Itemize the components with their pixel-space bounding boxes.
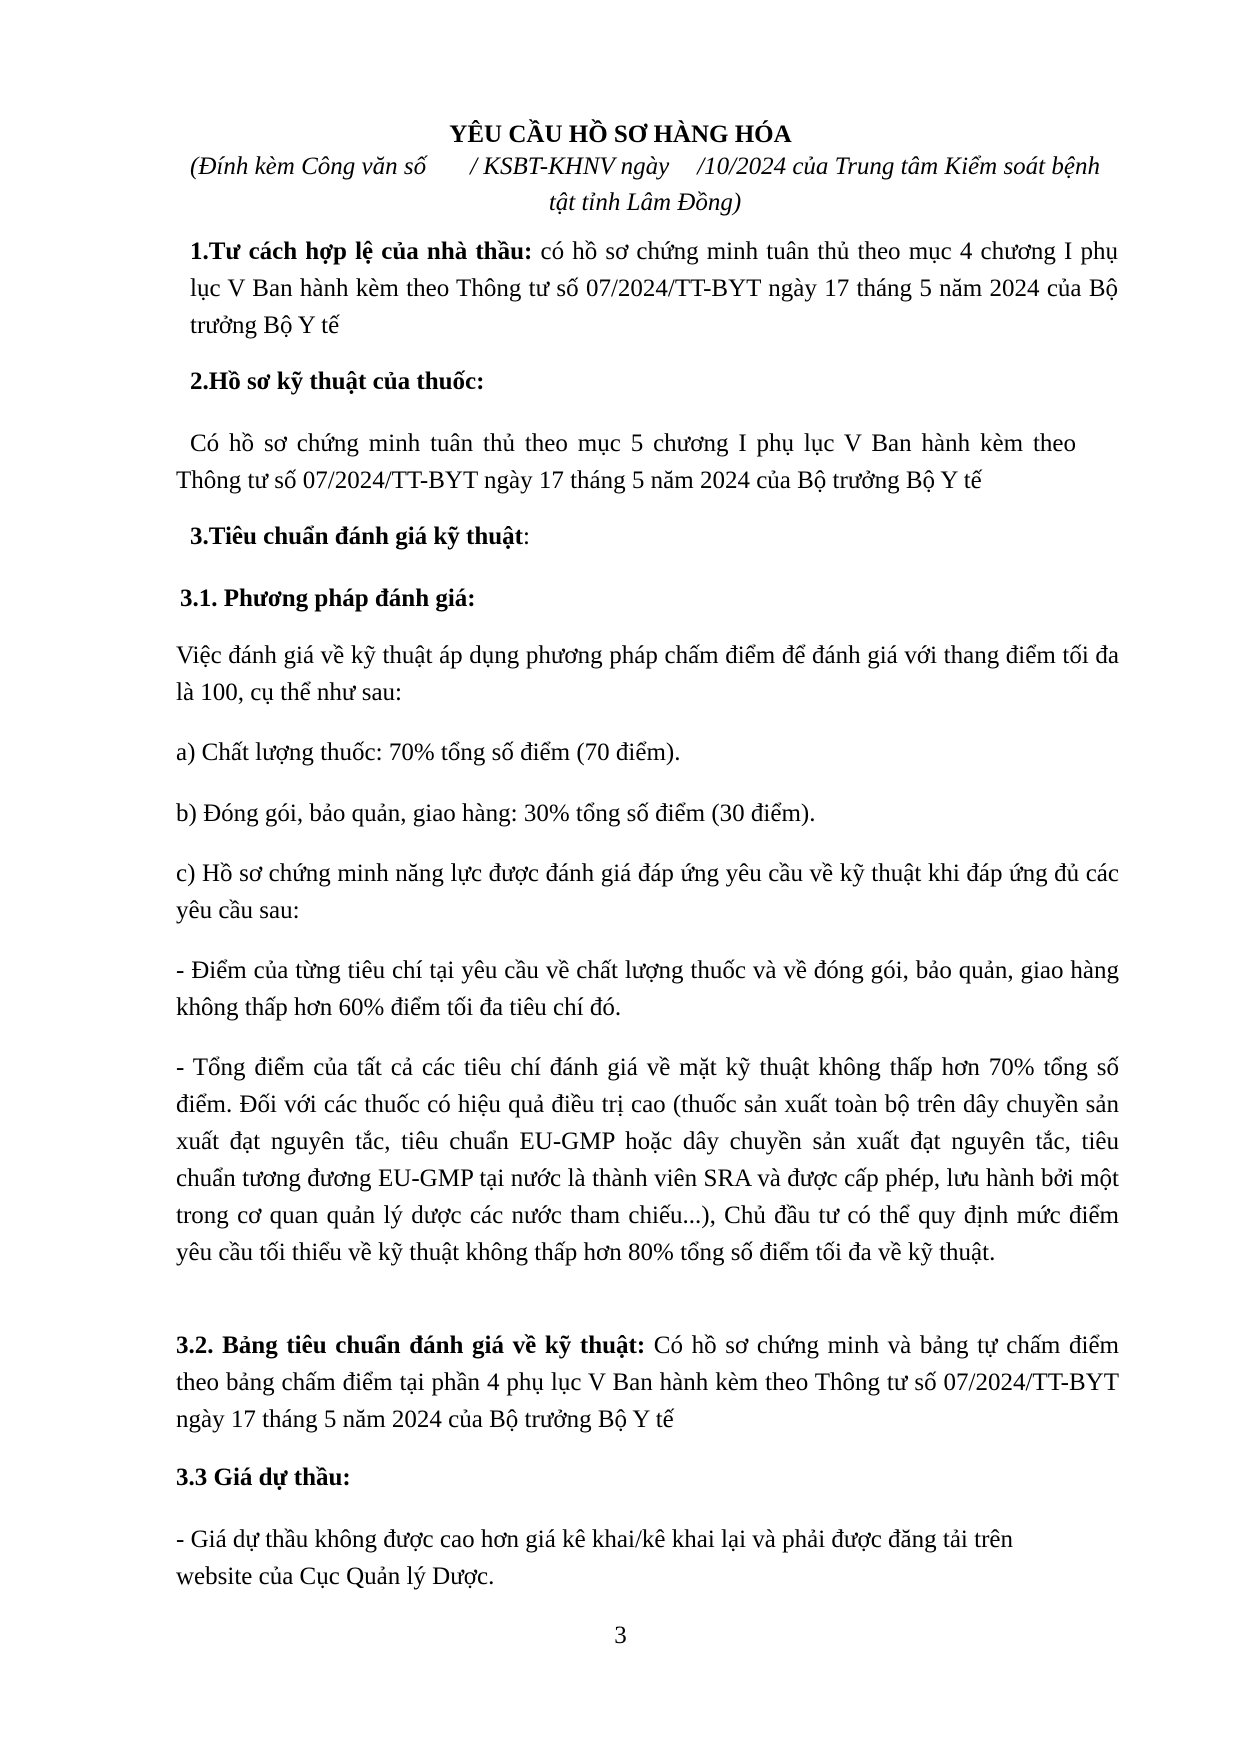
section-3-2-paragraph xyxy=(176,1327,1119,1438)
document-title: YÊU CẦU HỒ SƠ HÀNG HÓA xyxy=(449,121,792,148)
subtitle-part-1: (Đính kèm Công văn số xyxy=(190,153,427,180)
criterion-b: b) Đóng gói, bảo quản, giao hàng: 30% tổng số điểm (30 điểm). xyxy=(176,800,816,827)
section-3-3-text: - Giá dự thầu không được cao hơn giá kê khai/kê khai lại và phải được đăng tải trên website của Cục Quản lý Dược. xyxy=(176,1526,1013,1590)
section-2-heading: 2.Hồ sơ kỹ thuật của thuốc: xyxy=(190,368,485,395)
section-2-text: Có hồ sơ chứng minh tuân thủ theo mục 5 chương I phụ lục V Ban hành kèm theo Thông tư số 07/2024/TT-BYT ngày 17 tháng 5 năm 2024 của Bộ trưởng Bộ Y tế xyxy=(176,430,1076,494)
section-1-heading: 1.Tư cách hợp lệ của nhà thầu: xyxy=(190,238,533,265)
section-3-heading: 3.Tiêu chuẩn đánh giá kỹ thuật: xyxy=(190,523,530,550)
section-3-2-heading: 3.2. Bảng tiêu chuẩn đánh giá về kỹ thuật: xyxy=(176,1332,646,1359)
section-3-2-text: Có hồ sơ chứng minh và bảng tự chấm điểm theo bảng chấm điểm tại phần 4 phụ lục V Ban hành kèm theo Thông tư số 07/2024/TT-BYT ngày 17 tháng 5 năm 2024 của Bộ trưởng Bộ Y tế xyxy=(176,1332,1119,1433)
page-number: 3 xyxy=(614,1622,627,1649)
section-3-1-intro: Việc đánh giá về kỹ thuật áp dụng phương pháp chấm điểm để đánh giá với thang điểm tối đa là 100, cụ thể như sau: xyxy=(176,642,1119,706)
section-1-text: có hồ sơ chứng minh tuân thủ theo mục 4 chương I phụ lục V Ban hành kèm theo Thông tư số 07/2024/TT-BYT ngày 17 tháng 5 năm 2024 của Bộ trưởng Bộ Y tế xyxy=(190,238,1118,339)
document-subtitle xyxy=(180,149,1110,221)
requirement-2: - Tổng điểm của tất cả các tiêu chí đánh giá về mặt kỹ thuật không thấp hơn 70% tổng số điểm. Đối với các thuốc có hiệu quả điều trị cao (thuốc sản xuất toàn bộ trên dây chuyền sản xuất đạt nguyên tắc, tiêu chuẩn EU-GMP hoặc dây chuyền sản xuất đạt nguyên tắc, tiêu chuẩn tương đương EU-GMP tại nước là thành viên SRA và được cấp phép, lưu hành bởi một trong cơ quan quản lý dược các nước tham chiếu...), Chủ đầu tư có thể quy định mức điểm yêu cầu tối thiểu về kỹ thuật không thấp hơn 80% tổng số điểm tối đa về kỹ thuật. xyxy=(176,1054,1119,1266)
criterion-c: c) Hồ sơ chứng minh năng lực được đánh giá đáp ứng yêu cầu về kỹ thuật khi đáp ứng đủ các yêu cầu sau: xyxy=(176,860,1119,924)
section-3-3-heading: 3.3 Giá dự thầu: xyxy=(176,1464,351,1491)
section-1-paragraph xyxy=(190,233,1118,344)
section-3-1-heading: 3.1. Phương pháp đánh giá: xyxy=(180,585,476,612)
requirement-1: - Điểm của từng tiêu chí tại yêu cầu về chất lượng thuốc và về đóng gói, bảo quản, giao hàng không thấp hơn 60% điểm tối đa tiêu chí đó. xyxy=(176,957,1119,1021)
subtitle-part-3: /10/2024 của Trung tâm Kiểm soát bệnh tật tỉnh Lâm Đồng) xyxy=(548,153,1100,216)
subtitle-part-2: / KSBT-KHNV ngày xyxy=(470,153,670,180)
criterion-a: a) Chất lượng thuốc: 70% tổng số điểm (70 điểm). xyxy=(176,739,681,766)
